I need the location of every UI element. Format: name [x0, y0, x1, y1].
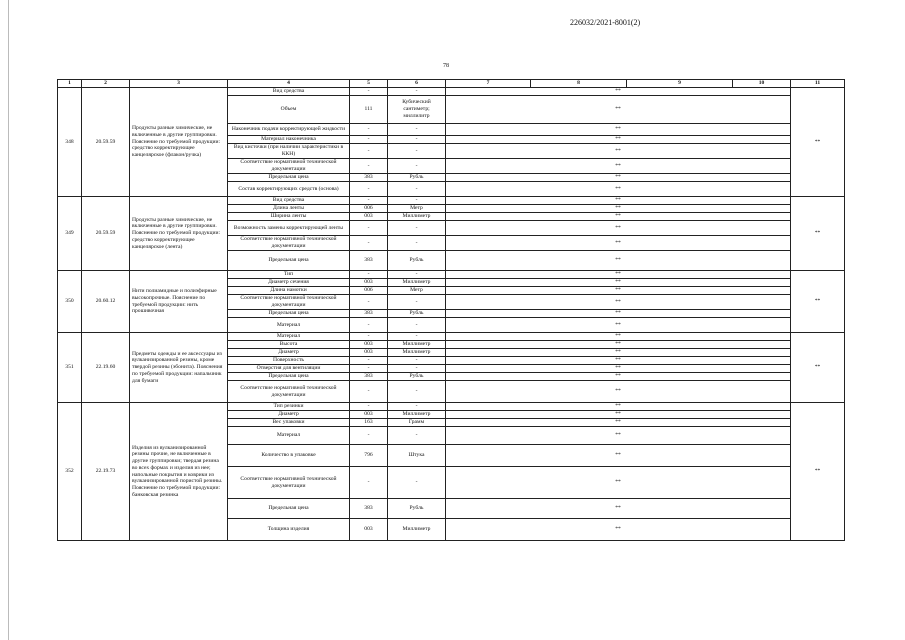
unit-name: Миллиметр [388, 341, 446, 349]
characteristic-name: Соответствие нормативной технической документации [228, 159, 350, 174]
characteristic-value: ** [446, 373, 791, 381]
okei-code: 003 [350, 411, 388, 419]
unit-name: Рубль [388, 251, 446, 271]
characteristic-name: Возможность замены корректирующей ленты [228, 221, 350, 236]
unit-name: Миллиметр [388, 519, 446, 541]
unit-name: - [388, 124, 446, 136]
characteristic-value: ** [446, 182, 791, 197]
product-description: Предметы одежды и ее аксессуары из вулканизированной резины, кроме твердой резины (эбонита). Пояснения по требуемой продукции: напальчник для бумаги [130, 333, 228, 403]
okei-code: 383 [350, 251, 388, 271]
document-code: 226032/2021-8001(2) [570, 18, 641, 27]
characteristic-name: Вес упаковки [228, 419, 350, 427]
characteristic-name: Длина намотки [228, 287, 350, 295]
unit-name: - [388, 221, 446, 236]
okei-code: 111 [350, 96, 388, 124]
characteristic-value: ** [446, 174, 791, 182]
characteristic-name: Ширина ленты [228, 213, 350, 221]
characteristic-value: ** [446, 88, 791, 96]
characteristic-name: Тип резинки [228, 403, 350, 411]
unit-name: Кубический сантиметр; миллилитр [388, 96, 446, 124]
characteristic-value: ** [446, 236, 791, 251]
column-header-col-11: 11 [791, 80, 845, 88]
product-description: Изделия из вулканизированной резины прочие, не включенные в другие группировки; твердая резина во всех формах и изделия из нее; напольные покрытия и коврики из вулканизированной пористой резины. Пояснение по требуемой продукции: банковская резинка [130, 403, 228, 541]
okei-code: 383 [350, 499, 388, 519]
characteristic-name: Диаметр сечения [228, 279, 350, 287]
characteristic-name: Поверхность [228, 357, 350, 365]
unit-name: - [388, 236, 446, 251]
characteristic-name: Состав корректирующих средств (основа) [228, 182, 350, 197]
characteristic-name: Материал [228, 333, 350, 341]
okei-code: - [350, 271, 388, 279]
characteristic-value: ** [446, 318, 791, 333]
unit-name: Миллиметр [388, 279, 446, 287]
characteristic-value: ** [446, 519, 791, 541]
characteristic-name: Отверстия для вентиляции [228, 365, 350, 373]
column-11-value: ** [791, 333, 845, 403]
column-11-value: ** [791, 197, 845, 271]
unit-name: - [388, 271, 446, 279]
characteristic-value: ** [446, 221, 791, 236]
characteristic-value: ** [446, 365, 791, 373]
characteristic-value: ** [446, 251, 791, 271]
row-number: 351 [58, 333, 82, 403]
characteristic-value: ** [446, 213, 791, 221]
unit-name: - [388, 159, 446, 174]
okei-code: - [350, 197, 388, 205]
okpd-code: 22.19.73 [82, 403, 130, 541]
okei-code: - [350, 182, 388, 197]
unit-name: - [388, 467, 446, 499]
characteristic-name: Количество в упаковке [228, 445, 350, 467]
okei-code: - [350, 88, 388, 96]
unit-name: Рубль [388, 174, 446, 182]
product-description: Продукты разные химические, не включенные в другие группировки. Пояснение по требуемой продукции: средство корректирующее канцелярское (флакон/ручка) [130, 88, 228, 197]
okei-code: - [350, 467, 388, 499]
table-row [58, 403, 845, 411]
table-row [58, 88, 845, 96]
okei-code: 383 [350, 174, 388, 182]
unit-name: Метр [388, 205, 446, 213]
characteristic-name: Длина ленты [228, 205, 350, 213]
unit-name: Миллиметр [388, 349, 446, 357]
column-11-value: ** [791, 271, 845, 333]
characteristic-value: ** [446, 144, 791, 159]
table-row [58, 333, 845, 341]
characteristic-name: Наконечник подачи корректирующей жидкости [228, 124, 350, 136]
characteristic-name: Диаметр [228, 411, 350, 419]
characteristic-value: ** [446, 445, 791, 467]
characteristic-value: ** [446, 333, 791, 341]
column-header-col-3: 3 [130, 80, 228, 88]
characteristic-value: ** [446, 159, 791, 174]
unit-name: - [388, 365, 446, 373]
column-header-col-5: 5 [350, 80, 388, 88]
unit-name: - [388, 88, 446, 96]
characteristic-value: ** [446, 419, 791, 427]
unit-name: Миллиметр [388, 213, 446, 221]
okei-code: 003 [350, 349, 388, 357]
okei-code: - [350, 221, 388, 236]
okei-code: - [350, 365, 388, 373]
column-11-value: ** [791, 403, 845, 541]
okei-code: 003 [350, 213, 388, 221]
okei-code: - [350, 236, 388, 251]
characteristic-name: Тип [228, 271, 350, 279]
column-header-col-10: 10 [733, 80, 791, 88]
characteristic-value: ** [446, 499, 791, 519]
characteristic-name: Высота [228, 341, 350, 349]
unit-name: - [388, 197, 446, 205]
unit-name: Рубль [388, 373, 446, 381]
row-number: 350 [58, 271, 82, 333]
okei-code: 383 [350, 373, 388, 381]
characteristic-name: Предельная цена [228, 310, 350, 318]
characteristic-value: ** [446, 279, 791, 287]
characteristic-value: ** [446, 136, 791, 144]
unit-name: - [388, 144, 446, 159]
product-description: Нити полиамидные и полиэфирные высокопрочные. Пояснение по требуемой продукции: нить прошивочная [130, 271, 228, 333]
okei-code: - [350, 403, 388, 411]
column-header-col-6: 6 [388, 80, 446, 88]
column-11-value: ** [791, 88, 845, 197]
okei-code: - [350, 427, 388, 445]
characteristic-name: Материал [228, 427, 350, 445]
column-header-col-2: 2 [82, 80, 130, 88]
characteristic-name: Диаметр [228, 349, 350, 357]
characteristic-value: ** [446, 341, 791, 349]
characteristic-name: Объем [228, 96, 350, 124]
characteristic-name: Соответствие нормативной технической документации [228, 467, 350, 499]
okei-code: - [350, 318, 388, 333]
characteristic-name: Соответствие нормативной технической документации [228, 295, 350, 310]
characteristic-name: Предельная цена [228, 174, 350, 182]
unit-name: - [388, 381, 446, 403]
characteristic-value: ** [446, 287, 791, 295]
characteristic-name: Соответствие нормативной технической документации [228, 381, 350, 403]
row-number: 352 [58, 403, 82, 541]
okei-code: 003 [350, 519, 388, 541]
characteristic-value: ** [446, 124, 791, 136]
okpd-code: 20.59.59 [82, 88, 130, 197]
okei-code: - [350, 136, 388, 144]
characteristic-value: ** [446, 295, 791, 310]
unit-name: - [388, 333, 446, 341]
okei-code: 383 [350, 310, 388, 318]
requirements-table [57, 79, 845, 541]
okpd-code: 22.19.60 [82, 333, 130, 403]
okei-code: 003 [350, 279, 388, 287]
binding-line [8, 0, 9, 640]
row-number: 348 [58, 88, 82, 197]
okei-code: 003 [350, 341, 388, 349]
okpd-code: 20.59.59 [82, 197, 130, 271]
row-number: 349 [58, 197, 82, 271]
table-row [58, 271, 845, 279]
characteristic-name: Материал [228, 318, 350, 333]
characteristic-value: ** [446, 310, 791, 318]
okei-code: - [350, 333, 388, 341]
unit-name: Рубль [388, 310, 446, 318]
product-description: Продукты разные химические, не включенные в другие группировки. Пояснение по требуемой продукции: средство корректирующее канцелярское (лента) [130, 197, 228, 271]
characteristic-value: ** [446, 411, 791, 419]
characteristic-name: Предельная цена [228, 251, 350, 271]
characteristic-name: Соответствие нормативной технической документации [228, 236, 350, 251]
unit-name: - [388, 295, 446, 310]
characteristic-name: Вид кисточки (при наличии характеристики в ККН) [228, 144, 350, 159]
characteristic-value: ** [446, 197, 791, 205]
okei-code: - [350, 124, 388, 136]
unit-name: - [388, 182, 446, 197]
characteristic-value: ** [446, 96, 791, 124]
characteristic-value: ** [446, 349, 791, 357]
okei-code: - [350, 159, 388, 174]
characteristic-name: Предельная цена [228, 499, 350, 519]
okei-code: 006 [350, 287, 388, 295]
characteristic-value: ** [446, 427, 791, 445]
unit-name: - [388, 318, 446, 333]
characteristic-value: ** [446, 403, 791, 411]
unit-name: Штука [388, 445, 446, 467]
characteristic-value: ** [446, 357, 791, 365]
okei-code: - [350, 357, 388, 365]
unit-name: Метр [388, 287, 446, 295]
characteristic-name: Материал наконечника [228, 136, 350, 144]
unit-name: - [388, 427, 446, 445]
characteristic-value: ** [446, 271, 791, 279]
column-header-col-4: 4 [228, 80, 350, 88]
header-row [58, 80, 845, 88]
okei-code: - [350, 295, 388, 310]
unit-name: Грамм [388, 419, 446, 427]
okei-code: 163 [350, 419, 388, 427]
column-header-col-1: 1 [58, 80, 82, 88]
table-row [58, 197, 845, 205]
column-header-col-7: 7 [446, 80, 531, 88]
unit-name: - [388, 136, 446, 144]
okei-code: - [350, 381, 388, 403]
characteristic-name: Вид средства [228, 197, 350, 205]
characteristic-name: Вид средства [228, 88, 350, 96]
unit-name: Миллиметр [388, 411, 446, 419]
characteristic-name: Толщина изделия [228, 519, 350, 541]
page-number: 78 [443, 63, 449, 69]
unit-name: - [388, 357, 446, 365]
column-header-col-8: 8 [531, 80, 627, 88]
characteristic-value: ** [446, 381, 791, 403]
unit-name: - [388, 403, 446, 411]
column-header-col-9: 9 [627, 80, 733, 88]
okpd-code: 20.60.12 [82, 271, 130, 333]
characteristic-name: Предельная цена [228, 373, 350, 381]
unit-name: Рубль [388, 499, 446, 519]
okei-code: 796 [350, 445, 388, 467]
characteristic-value: ** [446, 467, 791, 499]
okei-code: 006 [350, 205, 388, 213]
characteristic-value: ** [446, 205, 791, 213]
okei-code: - [350, 144, 388, 159]
